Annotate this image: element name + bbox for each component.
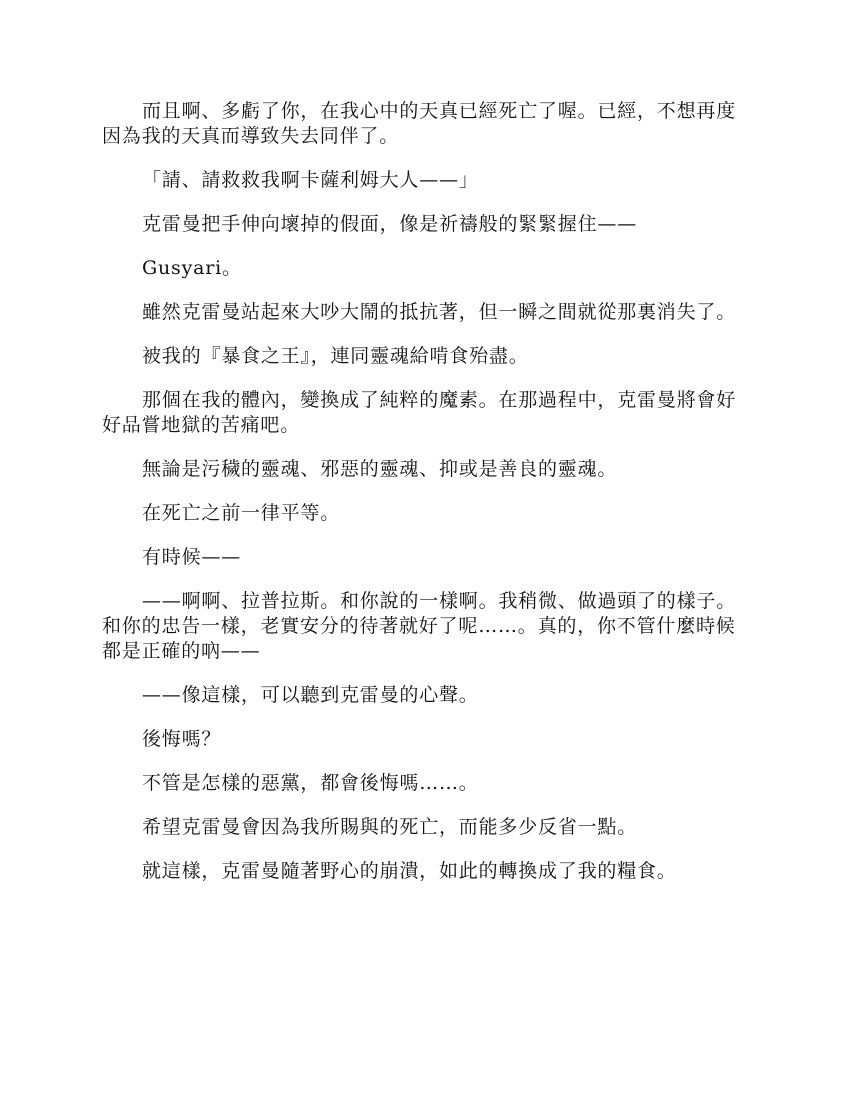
- paragraph: 「請、請救救我啊卡薩利姆大人——」: [142, 169, 479, 191]
- paragraph: ——啊啊、拉普拉斯。和你說的一樣啊。我稍微、做過頭了的樣子。和你的忠告一樣，老實安分的待著就好了呢……。真的，你不管什麼時候都是正確的吶——: [102, 590, 737, 662]
- paragraph: 有時候——: [142, 546, 242, 568]
- paragraph: 後悔嗎？: [142, 728, 222, 750]
- paragraph: 不管是怎樣的惡黨，都會後悔嗎……。: [142, 772, 479, 794]
- paragraph: 那個在我的體內，變換成了純粹的魔素。在那過程中，克雷曼將會好好品嘗地獄的苦痛吧。: [102, 389, 737, 436]
- paragraph: 而且啊、多虧了你，在我心中的天真已經死亡了喔。已經，不想再度因為我的天真而導致失去同伴了。: [102, 100, 737, 147]
- paragraph: 雖然克雷曼站起來大吵大鬧的抵抗著，但一瞬之間就從那裏消失了。: [142, 301, 737, 323]
- paragraph: ——像這樣，可以聽到克雷曼的心聲。: [142, 684, 479, 706]
- paragraph: 希望克雷曼會因為我所賜與的死亡，而能多少反省一點。: [142, 816, 638, 838]
- paragraph: 在死亡之前一律平等。: [142, 502, 341, 524]
- paragraph: 克雷曼把手伸向壞掉的假面，像是祈禱般的緊緊握住——: [142, 213, 638, 235]
- paragraph: 無論是污穢的靈魂、邪惡的靈魂、抑或是善良的靈魂。: [142, 458, 618, 480]
- document-body: [102, 99, 748, 903]
- paragraph: 被我的『暴食之王』，連同靈魂給啃食殆盡。: [142, 345, 529, 367]
- paragraph: Gusyari。: [142, 257, 242, 279]
- paragraph: 就這樣，克雷曼隨著野心的崩潰，如此的轉換成了我的糧食。: [142, 860, 677, 882]
